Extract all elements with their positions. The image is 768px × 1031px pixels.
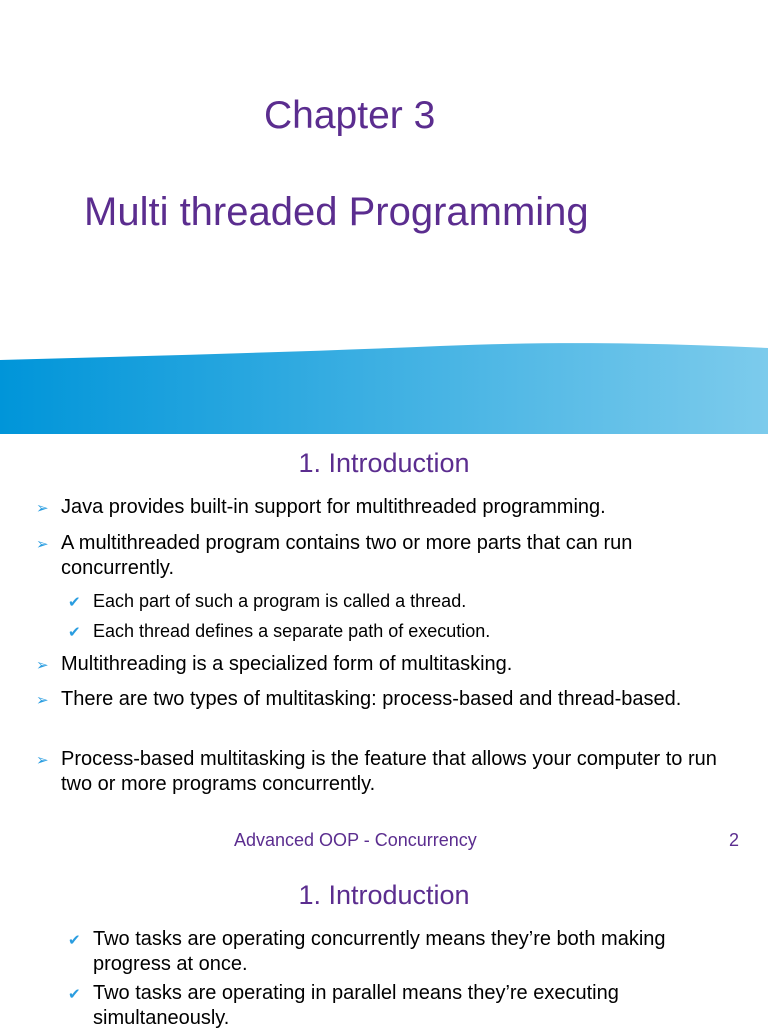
section-title: 1. Introduction [298,880,470,910]
subbullet-text: Two tasks are operating in parallel means they’re executing simultaneously. [93,982,619,1029]
bullet-text: Java provides built-in support for multithreaded programming. [61,496,606,518]
arrow-bullet-icon: ➢ [36,752,49,769]
footer-title: Advanced OOP - Concurrency [234,830,477,850]
subbullet-text: Two tasks are operating concurrently means they’re both making progress at once. [93,928,666,975]
checkmark-icon: ✔ [68,624,81,641]
subbullet-text: Each part of such a program is called a thread. [93,591,467,611]
bullet-text: Multithreading is a specialized form of multitasking. [61,653,513,675]
checkmark-icon: ✔ [68,594,81,611]
arrow-bullet-icon: ➢ [36,692,49,709]
bullet-text: There are two types of multitasking: process-based and thread-based. [61,688,682,710]
arrow-bullet-icon: ➢ [36,536,49,553]
checkmark-icon: ✔ [68,986,81,1003]
bullet-text: A multithreaded program contains two or more parts that can run concurrently. [61,532,633,579]
arrow-bullet-icon: ➢ [36,500,49,517]
arrow-bullet-icon: ➢ [36,657,49,674]
bullet-text: Process-based multitasking is the feature that allows your computer to run two or more programs concurrently. [61,748,717,795]
section-title: 1. Introduction [298,448,470,478]
checkmark-icon: ✔ [68,932,81,949]
decorative-wave-banner [0,338,768,434]
subbullet-text: Each thread defines a separate path of execution. [93,621,491,641]
page-number: 2 [729,830,740,850]
chapter-title: Chapter 3 [264,94,436,137]
chapter-subtitle: Multi threaded Programming [84,190,589,234]
